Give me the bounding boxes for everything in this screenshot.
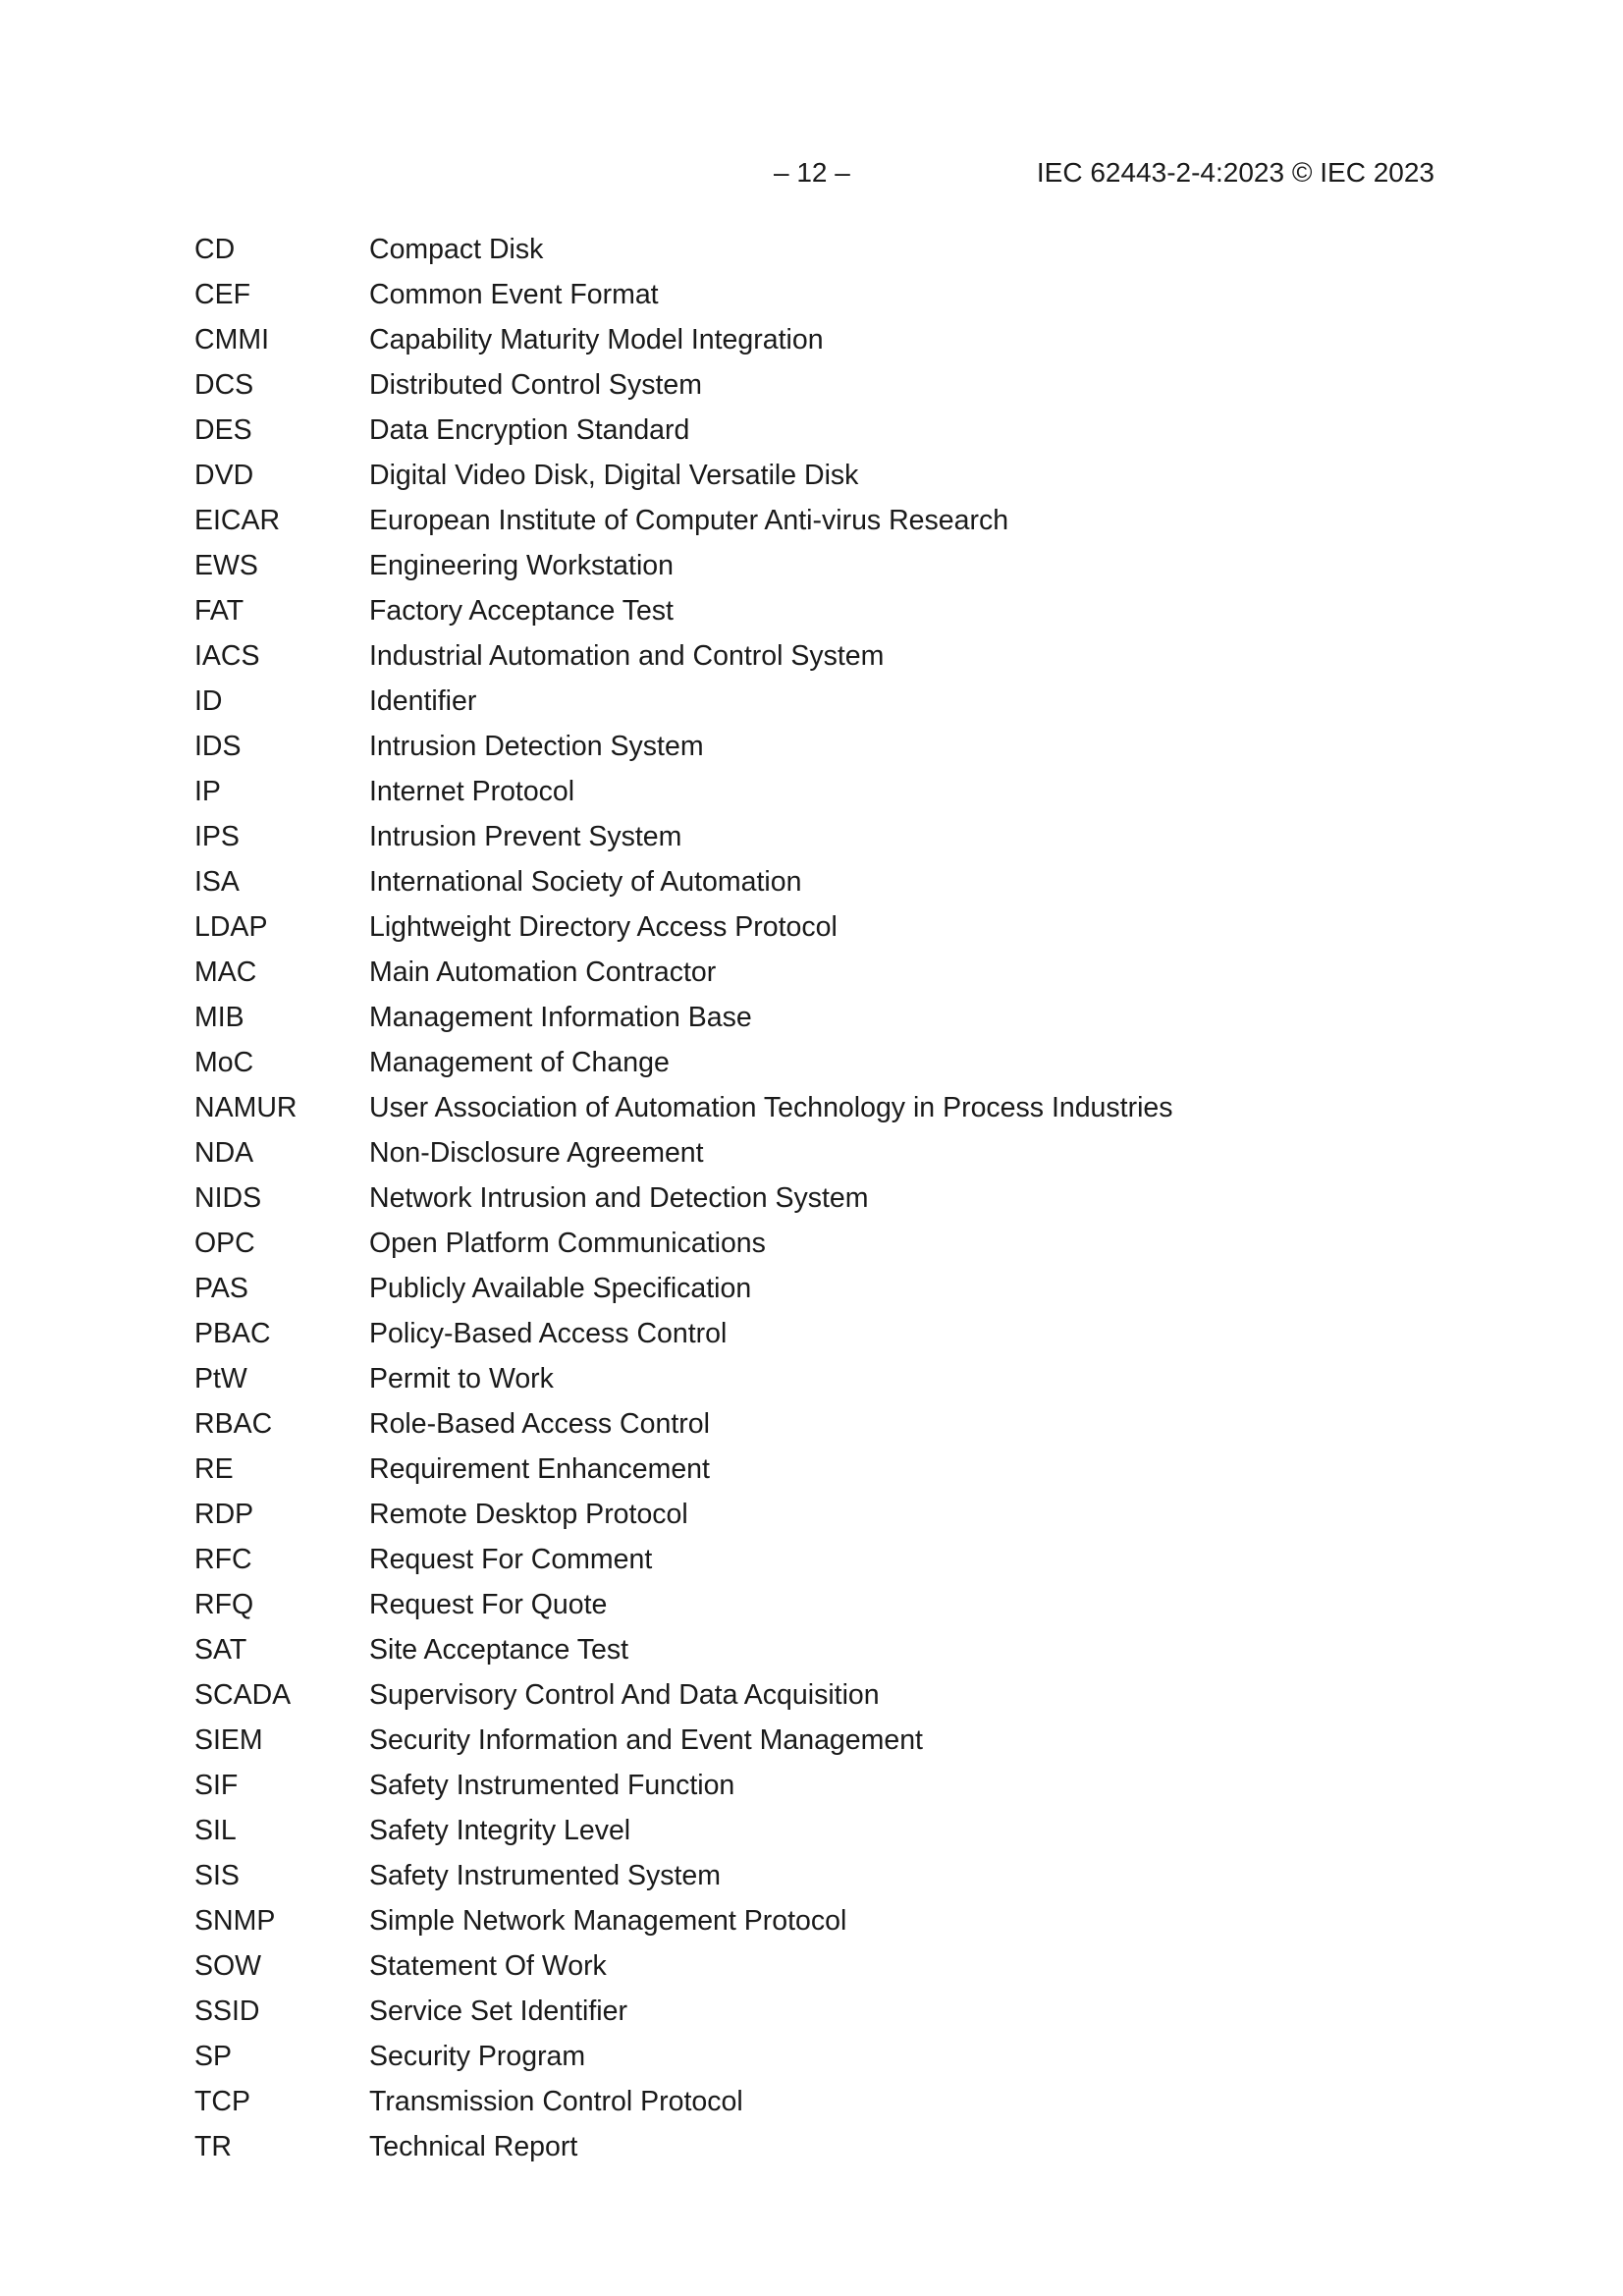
abbreviation-row (194, 2127, 1471, 2172)
abbreviation-term: Industrial Automation and Control System (369, 640, 885, 672)
abbreviation-row (194, 1992, 1471, 2037)
abbreviation-term: Supervisory Control And Data Acquisition (369, 1679, 880, 1711)
abbreviation-term: Lightweight Directory Access Protocol (369, 911, 838, 943)
abbreviation-term: Common Event Format (369, 279, 659, 310)
abbreviation-code: SOW (194, 1950, 262, 1982)
abbreviation-code: SIF (194, 1770, 239, 1801)
abbreviation-code: RFQ (194, 1589, 254, 1620)
abbreviation-term: Safety Instrumented Function (369, 1770, 735, 1801)
abbreviation-code: NIDS (194, 1182, 262, 1214)
abbreviation-row (194, 1088, 1471, 1133)
abbreviation-term: Request For Quote (369, 1589, 608, 1620)
abbreviation-term: Requirement Enhancement (369, 1453, 710, 1485)
abbreviation-row (194, 591, 1471, 636)
abbreviation-code: SP (194, 2041, 233, 2072)
abbreviation-term: Management Information Base (369, 1002, 752, 1033)
abbreviation-row (194, 727, 1471, 772)
page-number: – 12 – (774, 157, 850, 188)
abbreviation-code: IDS (194, 731, 242, 762)
abbreviation-term: Open Platform Communications (369, 1228, 766, 1259)
abbreviation-code: IACS (194, 640, 260, 672)
abbreviation-code: TCP (194, 2086, 250, 2117)
abbreviation-row (194, 682, 1471, 727)
abbreviation-code: FAT (194, 595, 244, 627)
abbreviation-term: Compact Disk (369, 234, 544, 265)
abbreviation-row (194, 907, 1471, 953)
abbreviation-term: Intrusion Detection System (369, 731, 704, 762)
abbreviation-row (194, 636, 1471, 682)
abbreviation-code: PAS (194, 1273, 248, 1304)
abbreviation-code: MoC (194, 1047, 254, 1078)
abbreviation-row (194, 953, 1471, 998)
abbreviation-row (194, 501, 1471, 546)
abbreviation-code: PtW (194, 1363, 247, 1394)
abbreviation-row (194, 230, 1471, 275)
abbreviation-code: RE (194, 1453, 234, 1485)
abbreviation-code: DVD (194, 460, 254, 491)
abbreviation-row (194, 365, 1471, 410)
abbreviation-term: Network Intrusion and Detection System (369, 1182, 869, 1214)
abbreviation-term: Policy-Based Access Control (369, 1318, 728, 1349)
abbreviation-list (194, 230, 1471, 2172)
abbreviation-code: SAT (194, 1634, 247, 1666)
abbreviation-code: DES (194, 414, 252, 446)
abbreviation-term: Digital Video Disk, Digital Versatile Disk (369, 460, 859, 491)
abbreviation-row (194, 1856, 1471, 1901)
abbreviation-term: Security Program (369, 2041, 586, 2072)
abbreviation-row (194, 862, 1471, 907)
abbreviation-row (194, 456, 1471, 501)
abbreviation-code: IP (194, 776, 221, 807)
abbreviation-term: Intrusion Prevent System (369, 821, 682, 852)
abbreviation-row (194, 1540, 1471, 1585)
abbreviation-term: Internet Protocol (369, 776, 575, 807)
abbreviation-code: SIS (194, 1860, 240, 1891)
abbreviation-code: CMMI (194, 324, 269, 355)
abbreviation-code: SIEM (194, 1724, 263, 1756)
abbreviation-row (194, 1495, 1471, 1540)
abbreviation-term: Request For Comment (369, 1544, 653, 1575)
abbreviation-term: Non-Disclosure Agreement (369, 1137, 704, 1169)
abbreviation-term: Identifier (369, 685, 477, 717)
abbreviation-row (194, 1675, 1471, 1721)
abbreviation-row (194, 2082, 1471, 2127)
abbreviation-code: PBAC (194, 1318, 271, 1349)
abbreviation-row (194, 772, 1471, 817)
abbreviation-term: Remote Desktop Protocol (369, 1499, 688, 1530)
abbreviation-term: Distributed Control System (369, 369, 702, 401)
abbreviation-row (194, 546, 1471, 591)
abbreviation-code: CEF (194, 279, 250, 310)
abbreviation-row (194, 1178, 1471, 1224)
abbreviation-row (194, 2037, 1471, 2082)
abbreviation-row (194, 1359, 1471, 1404)
abbreviation-row (194, 1585, 1471, 1630)
abbreviation-term: Publicly Available Specification (369, 1273, 752, 1304)
abbreviation-row (194, 1721, 1471, 1766)
abbreviation-row (194, 1901, 1471, 1946)
abbreviation-term: Simple Network Management Protocol (369, 1905, 847, 1937)
abbreviation-term: Statement Of Work (369, 1950, 607, 1982)
abbreviation-row (194, 1630, 1471, 1675)
abbreviation-term: User Association of Automation Technology in Process Industries (369, 1092, 1173, 1123)
abbreviation-row (194, 320, 1471, 365)
abbreviation-row (194, 1811, 1471, 1856)
abbreviation-term: Capability Maturity Model Integration (369, 324, 824, 355)
abbreviation-row (194, 275, 1471, 320)
abbreviation-code: ISA (194, 866, 240, 898)
abbreviation-code: DCS (194, 369, 254, 401)
abbreviation-code: SCADA (194, 1679, 292, 1711)
abbreviation-term: Transmission Control Protocol (369, 2086, 743, 2117)
abbreviation-code: RDP (194, 1499, 254, 1530)
abbreviation-code: CD (194, 234, 236, 265)
abbreviation-row (194, 998, 1471, 1043)
abbreviation-row (194, 1043, 1471, 1088)
abbreviation-row (194, 817, 1471, 862)
abbreviation-row (194, 1224, 1471, 1269)
abbreviation-code: NAMUR (194, 1092, 298, 1123)
abbreviation-code: ID (194, 685, 223, 717)
abbreviation-code: OPC (194, 1228, 255, 1259)
abbreviation-term: Management of Change (369, 1047, 670, 1078)
abbreviation-term: Main Automation Contractor (369, 957, 717, 988)
abbreviation-code: NDA (194, 1137, 254, 1169)
abbreviation-row (194, 1133, 1471, 1178)
abbreviation-term: International Society of Automation (369, 866, 802, 898)
abbreviation-code: MAC (194, 957, 257, 988)
page-header (0, 153, 1623, 192)
abbreviation-term: Site Acceptance Test (369, 1634, 629, 1666)
abbreviation-term: Service Set Identifier (369, 1995, 627, 2027)
abbreviation-code: RFC (194, 1544, 252, 1575)
abbreviation-term: Safety Instrumented System (369, 1860, 721, 1891)
abbreviation-term: Data Encryption Standard (369, 414, 690, 446)
abbreviation-code: LDAP (194, 911, 268, 943)
abbreviation-term: Safety Integrity Level (369, 1815, 631, 1846)
abbreviation-term: Permit to Work (369, 1363, 554, 1394)
abbreviation-term: Factory Acceptance Test (369, 595, 674, 627)
abbreviation-term: European Institute of Computer Anti-virus Research (369, 505, 1009, 536)
abbreviation-row (194, 1269, 1471, 1314)
abbreviation-code: IPS (194, 821, 240, 852)
abbreviation-term: Security Information and Event Management (369, 1724, 923, 1756)
document-reference: IEC 62443-2-4:2023 © IEC 2023 (1036, 157, 1434, 188)
abbreviation-row (194, 1766, 1471, 1811)
abbreviation-row (194, 1449, 1471, 1495)
abbreviation-term: Technical Report (369, 2131, 578, 2162)
abbreviation-code: EWS (194, 550, 258, 581)
abbreviation-code: SNMP (194, 1905, 276, 1937)
abbreviation-term: Role-Based Access Control (369, 1408, 710, 1440)
abbreviation-code: SSID (194, 1995, 260, 2027)
abbreviation-code: SIL (194, 1815, 237, 1846)
abbreviation-code: TR (194, 2131, 232, 2162)
abbreviation-code: EICAR (194, 505, 281, 536)
abbreviation-row (194, 1946, 1471, 1992)
abbreviation-term: Engineering Workstation (369, 550, 674, 581)
abbreviation-code: RBAC (194, 1408, 273, 1440)
abbreviation-row (194, 410, 1471, 456)
abbreviation-row (194, 1404, 1471, 1449)
abbreviation-code: MIB (194, 1002, 244, 1033)
abbreviation-row (194, 1314, 1471, 1359)
